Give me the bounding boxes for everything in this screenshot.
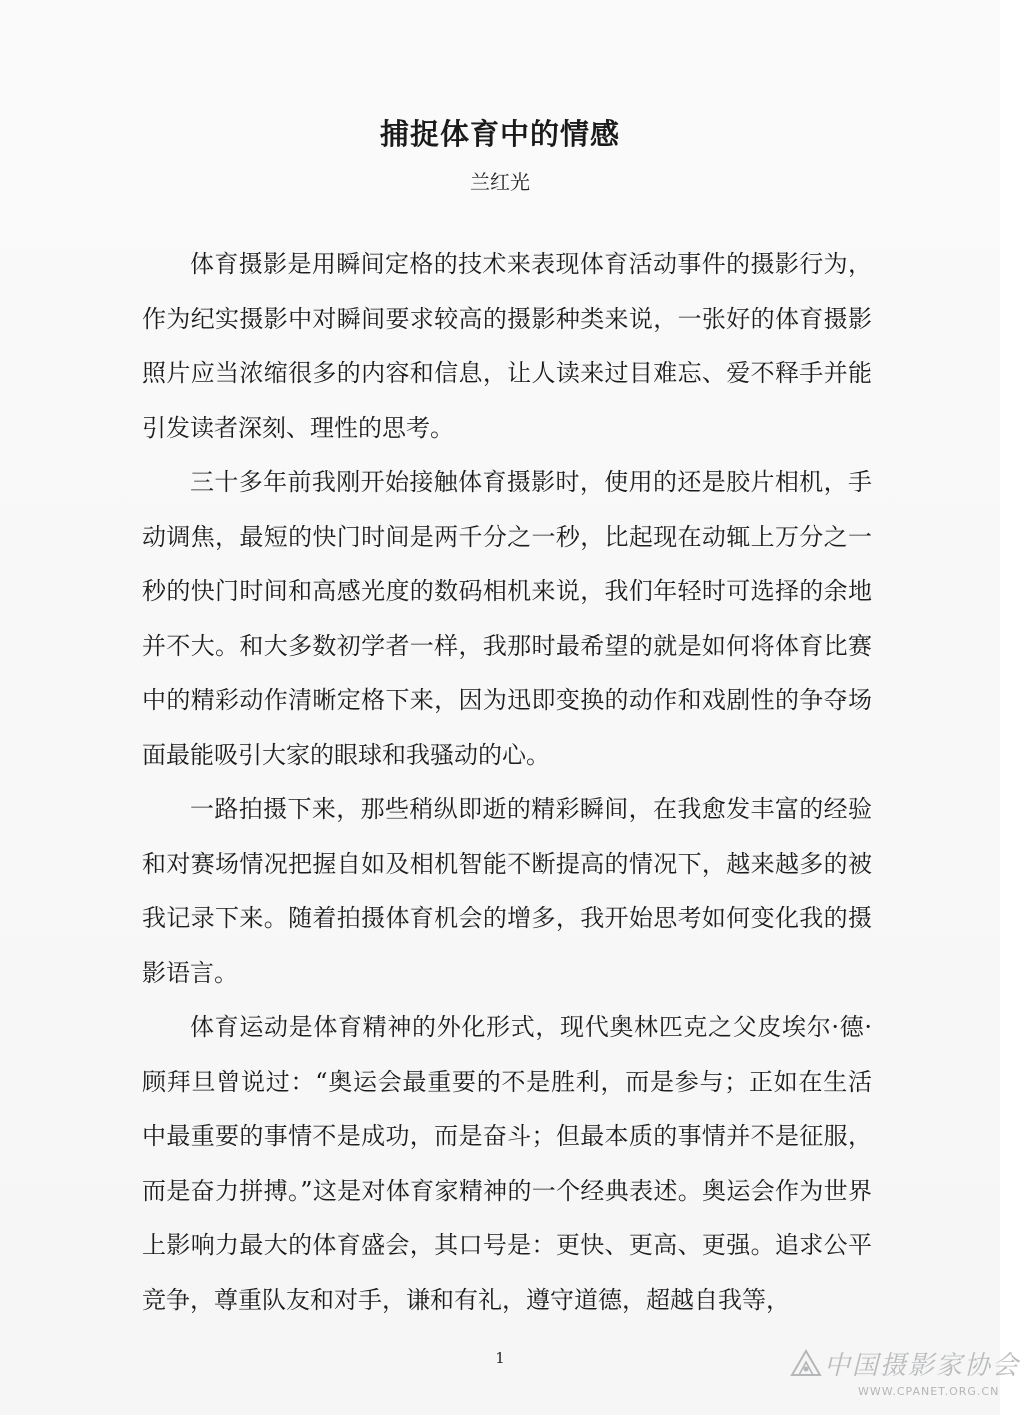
paragraph: 体育运动是体育精神的外化形式，现代奥林匹克之父皮埃尔·德·顾拜旦曾说过：“奥运会最重要的不是胜利，而是参与；正如在生活中最重要的事情不是成功，而是奋斗；但最本质的事情并不是征服，而是奋力拼搏。”这是对体育家精神的一个经典表述。奥运会作为世界上影响力最大的体育盛会，其口号是：更快、更高、更强。追求公平竞争，尊重队友和对手，谦和有礼，遵守道德，超越自我等， bbox=[142, 1013, 872, 1314]
watermark-url: WWW.CPANET.ORG.CN bbox=[858, 1385, 1000, 1398]
paragraph: 三十多年前我刚开始接触体育摄影时，使用的还是胶片相机，手动调焦，最短的快门时间是两千分之一秒，比起现在动辄上万分之一秒的快门时间和高感光度的数码相机来说，我们年轻时可选择的余地并不大。和大多数初学者一样，我那时最希望的就是如何将体育比赛中的精彩动作清晰定格下来，因为迅即变换的动作和戏剧性的争夺场面最能吸引大家的眼球和我骚动的心。 bbox=[142, 468, 872, 769]
association-logo-icon bbox=[788, 1345, 824, 1381]
article-body bbox=[142, 237, 872, 1327]
watermark-name: 中国摄影家协会 bbox=[824, 1351, 1020, 1381]
watermark bbox=[788, 1339, 1020, 1407]
page-number: 1 bbox=[495, 1349, 505, 1367]
author-name: 兰红光 bbox=[470, 170, 530, 194]
document-title: 捕捉体育中的情感 bbox=[379, 117, 620, 151]
paragraph: 一路拍摄下来，那些稍纵即逝的精彩瞬间，在我愈发丰富的经验和对赛场情况把握自如及相机智能不断提高的情况下，越来越多的被我记录下来。随着拍摄体育机会的增多，我开始思考如何变化我的摄影语言。 bbox=[142, 795, 872, 987]
paragraph: 体育摄影是用瞬间定格的技术来表现体育活动事件的摄影行为，作为纪实摄影中对瞬间要求较高的摄影种类来说，一张好的体育摄影照片应当浓缩很多的内容和信息，让人读来过目难忘、爱不释手并能引发读者深刻、理性的思考。 bbox=[142, 250, 872, 442]
